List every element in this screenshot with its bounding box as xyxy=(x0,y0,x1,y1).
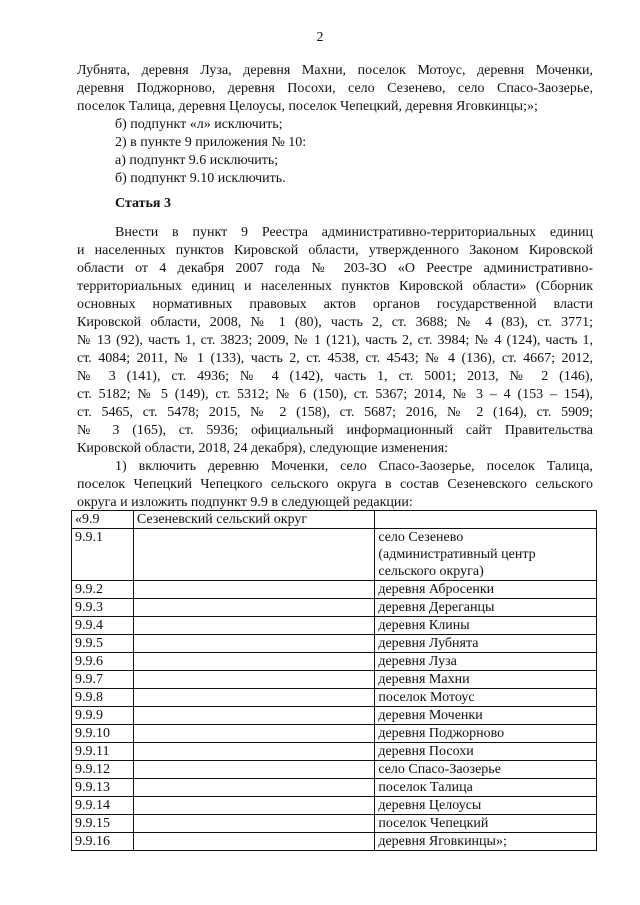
table-cell-district xyxy=(133,599,374,617)
table-row xyxy=(72,653,597,671)
text-line: Лубнята, деревня Луза, деревня Махни, поселок Мотоус, деревня Моченки, xyxy=(77,63,593,78)
registry-table xyxy=(71,510,597,851)
table-cell-district xyxy=(133,635,374,653)
settlement-name: поселок Талица xyxy=(378,780,473,795)
settlement-name: деревня Яговкинцы»; xyxy=(378,834,507,849)
table-cell-settlement xyxy=(375,833,597,851)
list-item: 2) в пункте 9 приложения № 10: xyxy=(115,135,307,150)
settlement-name: деревня Лубнята xyxy=(378,636,479,651)
table-cell-code: 9.9.15 xyxy=(72,815,134,833)
table-row xyxy=(72,581,597,599)
article-heading: Статья 3 xyxy=(115,196,171,211)
table-cell-code: 9.9.11 xyxy=(72,743,134,761)
table-cell-code: 9.9.8 xyxy=(72,689,134,707)
table-row xyxy=(72,689,597,707)
table-cell-code: 9.9.2 xyxy=(72,581,134,599)
table-cell-code: 9.9.12 xyxy=(72,761,134,779)
text-line: ст. 5182; № 5 (149), ст. 5312; № 6 (150), ст. 5367; 2014, № 3 – 4 (153 – 154), xyxy=(77,387,593,402)
table-row xyxy=(72,707,597,725)
table-cell-code: 9.9.4 xyxy=(72,617,134,635)
table-cell-code: 9.9.10 xyxy=(72,725,134,743)
settlement-name: деревня Луза xyxy=(378,654,457,669)
table-cell-settlement xyxy=(375,617,597,635)
table-cell-district xyxy=(133,529,374,581)
table-cell-code: 9.9.16 xyxy=(72,833,134,851)
table-cell-district xyxy=(133,689,374,707)
table-cell-settlement xyxy=(375,725,597,743)
settlement-name: деревня Поджорново xyxy=(378,726,505,741)
settlement-name: деревня Моченки xyxy=(378,708,483,723)
table-cell-code: 9.9.13 xyxy=(72,779,134,797)
text-line: ст. 5465, ст. 5478; 2015, № 2 (158), ст. 5687; 2016, № 2 (164), ст. 5909; xyxy=(77,405,593,420)
table-cell-district xyxy=(133,761,374,779)
table-row xyxy=(72,815,597,833)
table-header-row xyxy=(72,511,597,529)
settlement-name: село Спасо-Заозерье xyxy=(378,762,501,777)
text-line: № 3 (141), ст. 4936; № 4 (142), часть 1, ст. 5001; 2013, № 2 (146), xyxy=(77,369,593,384)
table-cell-district xyxy=(133,815,374,833)
table-cell-settlement xyxy=(375,635,597,653)
text-line: Кировской области, 2008, № 1 (80), часть 2, ст. 3688; № 4 (83), ст. 3771; xyxy=(77,315,593,330)
list-item: б) подпункт «л» исключить; xyxy=(115,117,283,132)
table-cell-district xyxy=(133,743,374,761)
text-line: поселок Талица, деревня Целоусы, поселок Чепецкий, деревня Яговкинцы;»; xyxy=(77,99,538,114)
text-line: ст. 4084; 2011, № 1 (133), часть 2, ст. 4538, ст. 4543; № 4 (136), ст. 4667; 2012, xyxy=(77,351,593,366)
text-line: территориальных единиц и населенных пунктов Кировской области» (Сборник xyxy=(77,279,593,294)
settlement-name: деревня Дереганцы xyxy=(378,600,495,615)
table-cell-code: 9.9.3 xyxy=(72,599,134,617)
text-line: Внести в пункт 9 Реестра административно-территориальных единиц xyxy=(115,225,593,240)
table-row xyxy=(72,529,597,581)
settlement-name: деревня Посохи xyxy=(378,744,474,759)
table-cell-code: 9.9.9 xyxy=(72,707,134,725)
table-row xyxy=(72,725,597,743)
text-line: № 3 (165), ст. 5936; официальный информационный сайт Правительства xyxy=(77,423,593,438)
table-cell-district: Сезеневский сельский округ xyxy=(133,511,374,529)
text-line: округа и изложить подпункт 9.9 в следующей редакции: xyxy=(77,495,413,510)
table-cell-district xyxy=(133,797,374,815)
text-line: основных нормативных правовых актов органов государственной власти xyxy=(77,297,593,312)
text-line: деревня Поджорново, деревня Посохи, село Сезенево, село Спасо-Заозерье, xyxy=(77,81,593,96)
table-cell-district xyxy=(133,833,374,851)
table-row xyxy=(72,761,597,779)
table-cell-district xyxy=(133,779,374,797)
table-cell-code: 9.9.6 xyxy=(72,653,134,671)
table-cell-settlement xyxy=(375,511,597,529)
text-line: и населенных пунктов Кировской области, утвержденного Законом Кировской xyxy=(77,243,593,258)
table-cell-settlement xyxy=(375,707,597,725)
table-row xyxy=(72,779,597,797)
table-cell-settlement xyxy=(375,581,597,599)
text-line: поселок Чепецкий Чепецкого сельского округа в состав Сезеневского сельского xyxy=(77,477,593,492)
table-row xyxy=(72,671,597,689)
text-line: Кировской области, 2018, 24 декабря), следующие изменения: xyxy=(77,441,449,456)
table-cell-settlement xyxy=(375,815,597,833)
settlement-name: деревня Целоусы xyxy=(378,798,482,813)
settlement-name: поселок Чепецкий xyxy=(378,816,489,831)
table-cell-settlement xyxy=(375,761,597,779)
text-line: 1) включить деревню Моченки, село Спасо-Заозерье, поселок Талица, xyxy=(115,459,593,474)
text-line: № 13 (92), часть 1, ст. 3823; 2009, № 1 (121), часть 2, ст. 3984; № 4 (124), часть 1, xyxy=(77,333,593,348)
table-cell-settlement xyxy=(375,671,597,689)
table-row xyxy=(72,743,597,761)
table-row xyxy=(72,833,597,851)
table-cell-district xyxy=(133,707,374,725)
table-cell-district xyxy=(133,653,374,671)
table-row xyxy=(72,617,597,635)
text-line: области от 4 декабря 2007 года № 203-ЗО «О Реестре административно- xyxy=(77,261,593,276)
settlement-name: деревня Абросенки xyxy=(378,582,495,597)
table-cell-code: 9.9.14 xyxy=(72,797,134,815)
table-cell-settlement xyxy=(375,743,597,761)
settlement-name: село Сезенево xyxy=(378,530,464,545)
table-cell-district xyxy=(133,617,374,635)
settlement-note: (административный центр xyxy=(378,547,536,562)
list-item: а) подпункт 9.6 исключить; xyxy=(115,153,279,168)
settlement-name: деревня Клины xyxy=(378,618,470,633)
table-cell-code: 9.9.1 xyxy=(72,529,134,581)
table-row xyxy=(72,635,597,653)
settlement-name: деревня Махни xyxy=(378,672,470,687)
list-item: б) подпункт 9.10 исключить. xyxy=(115,171,286,186)
settlement-name: поселок Мотоус xyxy=(378,690,475,705)
table-cell-settlement xyxy=(375,529,597,581)
settlement-note: сельского округа) xyxy=(378,564,484,579)
table-cell-settlement xyxy=(375,779,597,797)
table-cell-code: «9.9 xyxy=(72,511,134,529)
table-cell-district xyxy=(133,581,374,599)
page-number: 2 xyxy=(316,30,324,45)
table-cell-district xyxy=(133,725,374,743)
table-cell-settlement xyxy=(375,653,597,671)
table-cell-settlement xyxy=(375,689,597,707)
table-cell-district xyxy=(133,671,374,689)
table-row xyxy=(72,797,597,815)
table-row xyxy=(72,599,597,617)
table-cell-settlement xyxy=(375,599,597,617)
table-cell-code: 9.9.5 xyxy=(72,635,134,653)
table-cell-code: 9.9.7 xyxy=(72,671,134,689)
table-cell-settlement xyxy=(375,797,597,815)
